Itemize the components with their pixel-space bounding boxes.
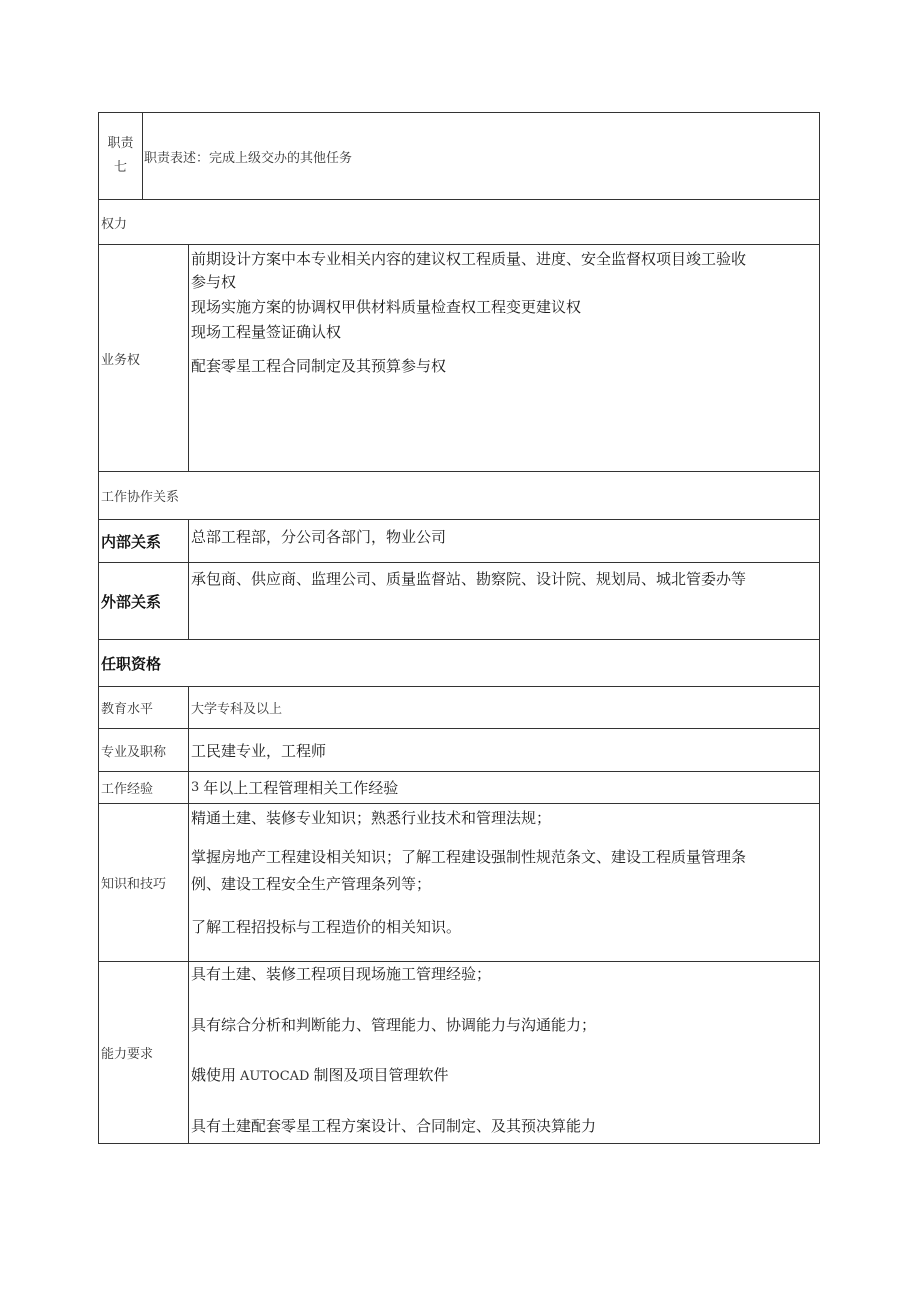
cooperation-section-title: 工作协作关系 xyxy=(101,490,180,505)
education-row xyxy=(98,686,820,728)
duty-description-text: 职责表述：完成上级交办的其他任务 xyxy=(144,150,353,166)
ability-line-1: 具有土建、装修工程项目现场施工管理经验； xyxy=(191,965,492,983)
ability-line-3-pre: 娥使用 xyxy=(191,1066,237,1084)
internal-relations-text: 总部工程部，分公司各部门，物业公司 xyxy=(191,528,447,546)
business-authority-row xyxy=(98,244,820,471)
major-title-row xyxy=(98,728,820,771)
ability-line-4: 具有土建配套零星工程方案设计、合同制定、及其预决算能力 xyxy=(191,1117,597,1135)
knowledge-line-4: 了解工程招投标与工程造价的相关知识。 xyxy=(191,918,462,936)
internal-relations-row xyxy=(98,519,820,562)
knowledge-row xyxy=(98,803,820,961)
education-label: 教育水平 xyxy=(99,687,189,728)
duty-label-line2: 七 xyxy=(113,160,127,175)
knowledge-line-3: 例、建设工程安全生产管理条列等； xyxy=(191,875,432,893)
job-description-table xyxy=(98,112,820,1144)
business-line-3: 现场实施方案的协调权甲供材料质量检查权工程变更建议权 xyxy=(191,298,582,316)
ability-content xyxy=(189,962,819,1143)
business-line-5: 配套零星工程合同制定及其预算参与权 xyxy=(191,357,447,375)
ability-row xyxy=(98,961,820,1144)
ability-line-3 xyxy=(191,1063,448,1089)
experience-row xyxy=(98,771,820,803)
major-title-label: 专业及职称 xyxy=(99,729,189,771)
knowledge-line-1: 精通土建、装修专业知识；熟悉行业技术和管理法规； xyxy=(191,809,552,827)
authority-section-title: 权力 xyxy=(101,216,128,232)
duty-row xyxy=(98,112,820,199)
qualifications-section-title: 任职资格 xyxy=(101,654,162,673)
business-line-2: 参与权 xyxy=(191,273,237,291)
duty-label-line1: 职责 xyxy=(107,136,134,151)
external-relations-row xyxy=(98,562,820,639)
ability-line-3-code: AUTOCAD xyxy=(240,1069,310,1084)
duty-description xyxy=(143,113,819,199)
business-authority-content xyxy=(189,245,819,471)
ability-line-2: 具有综合分析和判断能力、管理能力、协调能力与沟通能力； xyxy=(191,1016,597,1034)
knowledge-label: 知识和技巧 xyxy=(99,804,189,961)
experience-value xyxy=(189,772,819,803)
education-text: 大学专科及以上 xyxy=(191,702,283,717)
business-line-1: 前期设计方案中本专业相关内容的建议权工程质量、进度、安全监督权项目竣工验收 xyxy=(191,250,747,268)
authority-section-row xyxy=(98,199,820,244)
internal-relations-label: 内部关系 xyxy=(99,520,189,562)
external-relations-value xyxy=(189,563,819,639)
qualifications-section-row xyxy=(98,639,820,686)
major-title-value xyxy=(189,729,819,771)
cooperation-section-row xyxy=(98,471,820,519)
business-line-4: 现场工程量签证确认权 xyxy=(191,323,342,341)
experience-text: 年以上工程管理相关工作经验 xyxy=(203,779,399,797)
ability-line-3-post: 制图及项目管理软件 xyxy=(313,1066,449,1084)
internal-relations-value xyxy=(189,520,819,562)
education-value xyxy=(189,687,819,728)
experience-years: 3 xyxy=(191,780,200,795)
duty-label xyxy=(99,113,143,199)
knowledge-line-2: 掌握房地产工程建设相关知识；了解工程建设强制性规范条文、建设工程质量管理条 xyxy=(191,848,747,866)
experience-label: 工作经验 xyxy=(99,772,189,803)
ability-label: 能力要求 xyxy=(99,962,189,1143)
major-title-text: 工民建专业，工程师 xyxy=(191,741,327,760)
knowledge-content xyxy=(189,804,819,961)
business-authority-label: 业务权 xyxy=(99,245,189,471)
external-relations-label: 外部关系 xyxy=(99,563,189,639)
external-relations-text: 承包商、供应商、监理公司、质量监督站、勘察院、设计院、规划局、城北管委办等 xyxy=(191,570,747,588)
